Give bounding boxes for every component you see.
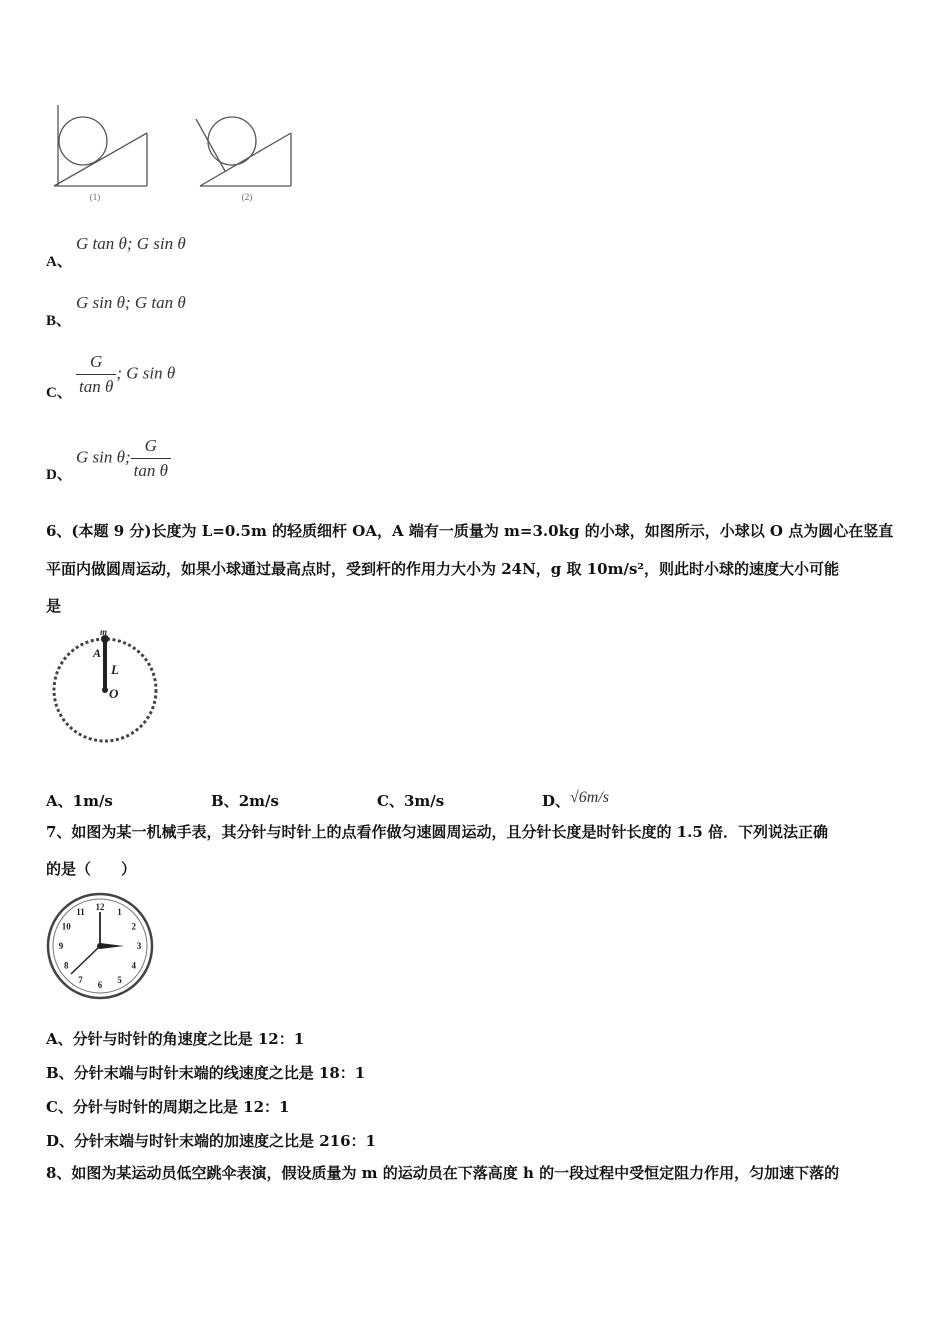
option-formula: G sin θ; G tan θ [76, 293, 186, 312]
formula-lead: G sin θ; [76, 447, 131, 467]
option-formula [76, 436, 171, 481]
fraction-numerator: G [131, 436, 171, 459]
option-letter: B、 [46, 313, 72, 329]
option-text: 分针与时针的周期之比是 12：1 [72, 1098, 290, 1116]
q7-option-b[interactable] [46, 1062, 365, 1083]
fraction-denominator: tan θ [79, 377, 114, 396]
q7-text-line-2: 的是（ ） [46, 860, 137, 878]
clock-numeral: 12 [95, 902, 105, 912]
figure-caption-2: (2) [241, 192, 253, 202]
label-l: L [111, 662, 119, 677]
q7-option-d[interactable] [46, 1130, 376, 1151]
clock-numeral: 6 [97, 980, 103, 990]
option-text: 分针末端与时针末端的加速度之比是 216：1 [74, 1132, 376, 1150]
clock-numeral: 7 [78, 974, 83, 985]
clock-numeral: 1 [117, 907, 122, 918]
clock-numeral: 5 [117, 974, 122, 985]
clock-numeral: 2 [131, 921, 137, 932]
option-text: 2m/s [238, 792, 279, 810]
clock-numeral: 9 [58, 941, 64, 951]
label-o: O [109, 686, 119, 701]
q6-text-line-1: 6、(本题 9 分)长度为 L=0.5m 的轻质细杆 OA，A 端有一质量为 m=3.0kg 的小球，如图所示，小球以 O 点为圆心在竖直 [46, 522, 894, 540]
figure-caption-1: (1) [89, 192, 101, 202]
option-formula [76, 352, 175, 397]
q6-option-a[interactable] [46, 790, 113, 811]
option-letter: A、 [46, 1030, 73, 1048]
option-text: 分针末端与时针末端的线速度之比是 18：1 [73, 1064, 366, 1082]
clock-numeral: 4 [131, 960, 137, 971]
q7-option-c[interactable] [46, 1096, 290, 1117]
option-letter: C、 [46, 1098, 73, 1116]
clock-numeral: 8 [63, 960, 69, 971]
label-a: A [93, 646, 102, 660]
q6-text-line-2: 平面内做圆周运动，如果小球通过最高点时，受到杆的作用力大小为 24N，g 取 10m/s²，则此时小球的速度大小可能 [46, 560, 839, 578]
clock-numeral: 3 [136, 941, 142, 951]
option-text: 1m/s [72, 792, 113, 810]
q8-text-line-1: 8、如图为某运动员低空跳伞表演，假设质量为 m 的运动员在下落高度 h 的一段过程中受恒定阻力作用，匀加速下落的 [46, 1164, 840, 1182]
q7-option-a[interactable] [46, 1028, 304, 1049]
fraction-numerator: G [76, 352, 116, 375]
clock-numeral: 10 [61, 921, 71, 932]
option-formula: G tan θ; G sin θ [76, 234, 186, 253]
incline-figure [50, 100, 300, 205]
option-text: 分针与时针的角速度之比是 12：1 [72, 1030, 305, 1048]
fraction-denominator: tan θ [133, 461, 168, 480]
circle-motion-figure [44, 628, 164, 746]
option-text: √6m/s [570, 789, 610, 806]
option-letter: B、 [211, 792, 239, 810]
option-letter: D、 [542, 792, 571, 810]
option-letter: D、 [46, 467, 72, 483]
q6-option-c[interactable] [377, 790, 444, 811]
option-letter: D、 [46, 1132, 75, 1150]
option-letter: A、 [46, 792, 73, 810]
clock-numeral: 11 [76, 907, 85, 918]
q6-option-b[interactable] [211, 790, 279, 811]
q7-text-line-1: 7、如图为某一机械手表，其分针与时针上的点看作做匀速圆周运动，且分针长度是时针长度的 1.5 倍．下列说法正确 [46, 823, 828, 841]
option-text: 3m/s [403, 792, 445, 810]
option-letter: C、 [46, 385, 72, 401]
q6-text-line-3: 是 [46, 597, 62, 615]
fraction [76, 352, 116, 397]
label-m: m [100, 628, 108, 637]
clock-figure [44, 892, 156, 1000]
fraction [131, 436, 171, 481]
option-letter: B、 [46, 1064, 74, 1082]
option-letter: C、 [377, 792, 404, 810]
option-letter: A、 [46, 254, 72, 270]
q6-option-d[interactable] [542, 786, 610, 810]
formula-rest: ; G sin θ [116, 363, 176, 383]
